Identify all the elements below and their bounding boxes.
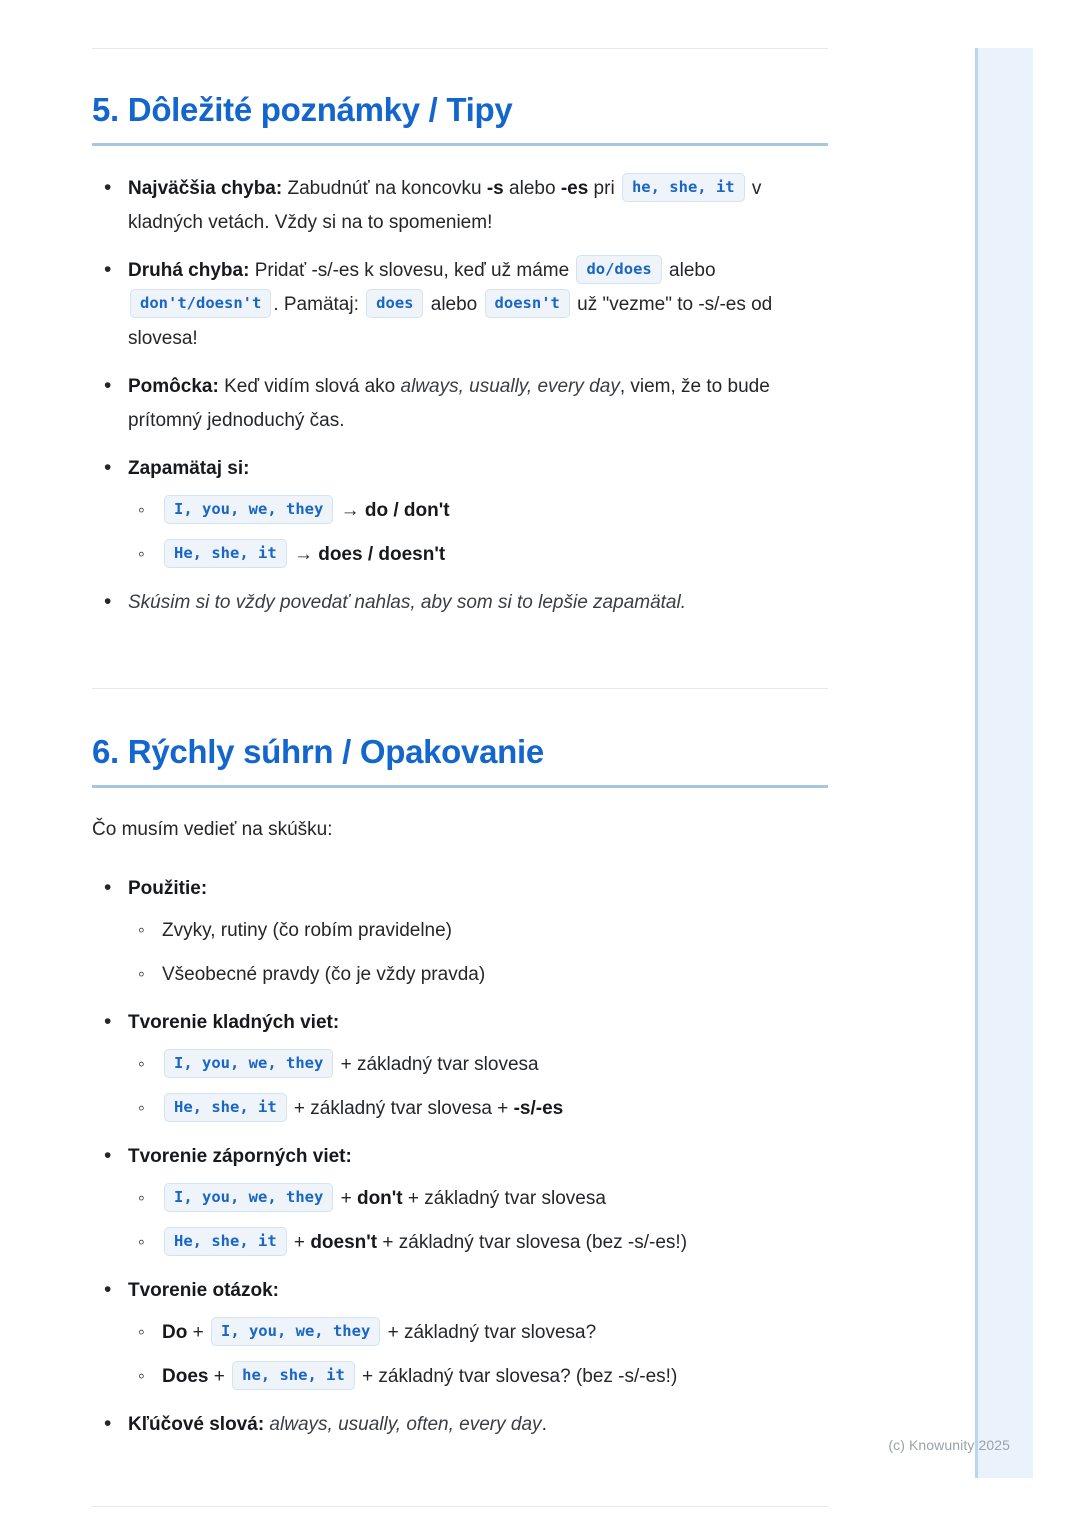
divider-bottom [92, 1506, 828, 1507]
sub-list-item [128, 1226, 828, 1260]
bullet-label: Najväčšia chyba: [128, 178, 283, 199]
bullet-text: . [541, 1414, 547, 1435]
aux-do: Do [162, 1322, 188, 1343]
usage-sublist [128, 914, 828, 992]
bullet-label: Tvorenie záporných viet: [128, 1146, 352, 1167]
bullet-label: Tvorenie otázok: [128, 1280, 279, 1301]
bullet-label: Použitie: [128, 878, 208, 899]
section-quick-summary [92, 689, 828, 1442]
suffix-s: -s [486, 178, 504, 199]
code-chip-pronouns: he, she, it [622, 173, 745, 202]
list-item [92, 872, 828, 992]
sub-item-text: + [288, 1232, 311, 1253]
bullet-text: alebo [663, 260, 716, 281]
list-item [92, 254, 828, 356]
section-5-title: 5. Dôležité poznámky / Tipy [92, 91, 513, 128]
bullet-text: pri [588, 178, 620, 199]
code-chip-he-she-it: he, she, it [232, 1361, 355, 1390]
code-chip-doesnt: doesn't [485, 289, 570, 318]
bullet-text: alebo [503, 178, 561, 199]
bullet-label: Pomôcka: [128, 376, 219, 397]
bullet-label: Druhá chyba: [128, 260, 250, 281]
aux-dont: don't [356, 1188, 403, 1209]
code-chip-do-does: do/does [576, 255, 661, 284]
sub-item-text: + [335, 1188, 357, 1209]
code-chip-he-she-it: He, she, it [164, 1093, 287, 1122]
sub-list-item [128, 1048, 828, 1082]
bullet-text: alebo [425, 294, 483, 315]
sub-item-text: + [187, 1322, 209, 1343]
sub-list-item [128, 538, 828, 572]
arrow-icon: → [340, 500, 360, 521]
sub-list-item [128, 494, 828, 528]
bullet-label: Zapamätaj si: [128, 458, 250, 479]
sub-item-text: Všeobecné pravdy (čo je vždy pravda) [162, 964, 486, 985]
section-6-lead: Čo musím vedieť na skúšku: [92, 819, 333, 840]
bullet-text: . Pamätaj: [273, 294, 365, 315]
list-item [92, 370, 828, 438]
section-5-sublist [128, 494, 828, 572]
sub-list-item [128, 1092, 828, 1126]
sub-item-text: + základný tvar slovesa [335, 1054, 539, 1075]
bullet-text: Pridať -s/-es k slovesu, keď už máme [249, 260, 575, 281]
sub-item-text: + základný tvar slovesa (bez -s/-es!) [377, 1232, 688, 1253]
aux-doesnt: doesn't [310, 1232, 378, 1253]
sub-item-text: + [208, 1366, 231, 1387]
section-5-underline [92, 143, 828, 146]
section-6-title: 6. Rýchly súhrn / Opakovanie [92, 733, 544, 770]
suffix-es: -es [560, 178, 589, 199]
affirmative-sublist [128, 1048, 828, 1126]
questions-sublist [128, 1316, 828, 1394]
section-5-list [92, 172, 828, 620]
sub-item-text: + základný tvar slovesa? [382, 1322, 597, 1343]
sub-item-text: does / doesn't [318, 544, 446, 565]
footer-copyright: (c) Knowunity 2025 [888, 1437, 1010, 1453]
sub-list-item [128, 958, 828, 992]
keyword-emphasis: always, usually, every day [400, 376, 620, 397]
list-item [92, 1006, 828, 1126]
code-chip-i-you-we-they: I, you, we, they [164, 1049, 333, 1078]
section-6-list [92, 872, 828, 1442]
list-item [92, 1274, 828, 1394]
bullet-label: Tvorenie kladných viet: [128, 1012, 340, 1033]
sub-list-item [128, 1182, 828, 1216]
sub-item-text: Zvyky, rutiny (čo robím pravidelne) [162, 920, 453, 941]
section-important-notes [92, 49, 828, 620]
list-item [92, 452, 828, 572]
right-decorative-strip [975, 48, 1033, 1478]
bullet-text: už "vezme" to -s/-es od slovesa! [128, 294, 773, 349]
keyword-emphasis: always, usually, often, every day [264, 1414, 542, 1435]
sub-list-item [128, 914, 828, 948]
bullet-text: , viem, že to bude prítomný jednoduchý čas. [128, 376, 770, 431]
sub-list-item [128, 1316, 828, 1350]
sub-item-text: + základný tvar slovesa + [288, 1098, 514, 1119]
code-chip-dont-doesnt: don't/doesn't [130, 289, 271, 318]
sub-item-text: do / don't [364, 500, 450, 521]
bullet-text: Keď vidím slová ako [218, 376, 401, 397]
list-item [92, 586, 828, 620]
code-chip-i-you-we-they: I, you, we, they [211, 1317, 380, 1346]
code-chip-i-you-we-they: I, you, we, they [164, 1183, 333, 1212]
code-chip-i-you-we-they: I, you, we, they [164, 495, 333, 524]
bullet-text: Zabudnúť na koncovku [282, 178, 487, 199]
negative-sublist [128, 1182, 828, 1260]
list-item [92, 1140, 828, 1260]
aux-does: Does [162, 1366, 209, 1387]
sub-item-text: + základný tvar slovesa [402, 1188, 606, 1209]
code-chip-does: does [366, 289, 423, 318]
personal-note: Skúsim si to vždy povedať nahlas, aby som si to lepšie zapamätal. [128, 592, 686, 613]
arrow-icon: → [293, 544, 313, 565]
section-6-underline [92, 785, 828, 788]
bullet-label: Kľúčové slová: [128, 1414, 265, 1435]
suffix-s-es: -s/-es [513, 1098, 564, 1119]
code-chip-he-she-it: He, she, it [164, 539, 287, 568]
code-chip-he-she-it: He, she, it [164, 1227, 287, 1256]
list-item [92, 172, 828, 240]
sub-list-item [128, 1360, 828, 1394]
bullet-text: v kladných vetách. Vždy si na to spomeniem! [128, 178, 762, 233]
sub-item-text: + základný tvar slovesa? (bez -s/-es!) [356, 1366, 678, 1387]
